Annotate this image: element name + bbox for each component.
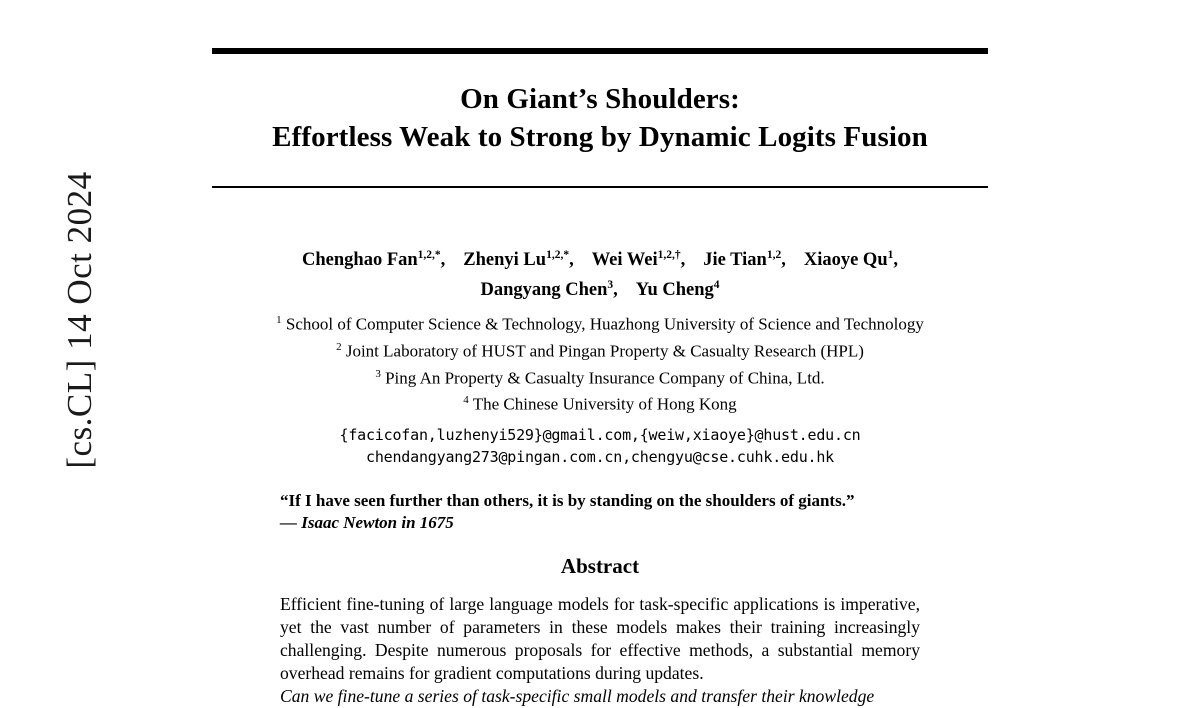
affiliation-mark: 4 [463, 394, 469, 407]
email-line: chendangyang273@pingan.com.cn,chengyu@cse.cuhk.edu.hk [365, 447, 835, 466]
abstract-paragraph: Efficient fine-tuning of large language models for task-specific applications is imperative, yet the vast number of parameters in these models makes their training increasingly challenging. Despite numerous proposals for effective methods, a substantial memory overhead remains for gradient computations during updates. [280, 593, 920, 683]
author-name: Wei Wei [591, 250, 658, 271]
author-row-2 [212, 273, 988, 303]
author-entry: Wei Wei$^{1,2,\dagger}$, [591, 249, 686, 271]
author-affil-mark: 1 [887, 249, 894, 261]
author-affil-mark: 4 [713, 279, 720, 292]
author-entry: Dangyang Chen$^3$, [480, 279, 618, 301]
epigraph-attribution: — Isaac Newton in 1675 [280, 512, 454, 532]
affiliation-mark: 1 [276, 314, 282, 327]
affiliation-text: School of Computer Science & Technology, Huazhong University of Science and Technology [285, 314, 924, 334]
author-name: Jie Tian [703, 250, 767, 271]
author-affil-mark: 1,2,† [657, 249, 681, 261]
affiliation-text: Ping An Property & Casualty Insurance Company of China, Ltd. [385, 368, 825, 388]
affiliation-list [212, 309, 988, 416]
author-name: Yu Cheng [635, 280, 714, 301]
affiliation-item [212, 336, 988, 363]
author-affil-mark: 3 [607, 279, 614, 292]
title-line-1: On Giant’s Shoulders: [460, 83, 740, 115]
affiliation-item [212, 309, 988, 336]
author-affil-mark: 1,2,* [417, 249, 441, 261]
author-entry: Jie Tian$^{1,2}$, [703, 249, 786, 271]
abstract-heading: Abstract [560, 553, 640, 578]
header-rule-thick [212, 48, 988, 54]
author-affil-mark: 1,2,* [546, 249, 570, 261]
page-title [212, 80, 988, 156]
author-name: Dangyang Chen [480, 280, 608, 301]
abstract-paragraph-italic: Can we fine-tune a series of task-specific small models and transfer their knowledge [280, 685, 875, 706]
author-name: Zhenyi Lu [463, 250, 547, 271]
author-list [212, 243, 988, 303]
affiliation-mark: 2 [336, 340, 342, 353]
paper-page [212, 0, 988, 706]
author-entry: Chenghao Fan$^{1,2,*}$, [302, 249, 446, 271]
author-name: Xiaoye Qu [803, 250, 888, 271]
author-entry [636, 280, 720, 300]
author-entry: Xiaoye Qu$^1$, [803, 249, 898, 271]
header-rule-thin [212, 186, 988, 188]
author-entry: Zhenyi $Lu^{1,2,*}$, [463, 249, 574, 271]
title-line-2: Effortless Weak to Strong by Dynamic Logits Fusion [272, 121, 928, 153]
epigraph-quote: “If I have seen further than others, it is by standing on the shoulders of giants.” [280, 490, 855, 510]
affiliation-text: The Chinese University of Hong Kong [472, 394, 737, 414]
arxiv-stamp [0, 0, 120, 648]
author-name: Chenghao Fan [302, 250, 418, 271]
author-affil-mark: 1,2 [766, 249, 782, 261]
affiliation-item [212, 363, 988, 390]
affiliation-text: Joint Laboratory of HUST and Pingan Property & Casualty Research (HPL) [345, 341, 864, 361]
arxiv-stamp-text: [cs.CL] 14 Oct 2024 [60, 171, 99, 469]
contact-emails [212, 424, 988, 468]
affiliation-item [212, 389, 988, 416]
affiliation-mark: 3 [375, 367, 381, 380]
author-row-1 [212, 243, 988, 273]
email-line: {facicofan,luzhenyi529}@gmail.com,{weiw,xiaoye}@hust.edu.cn [339, 425, 861, 444]
abstract-body [212, 593, 988, 708]
